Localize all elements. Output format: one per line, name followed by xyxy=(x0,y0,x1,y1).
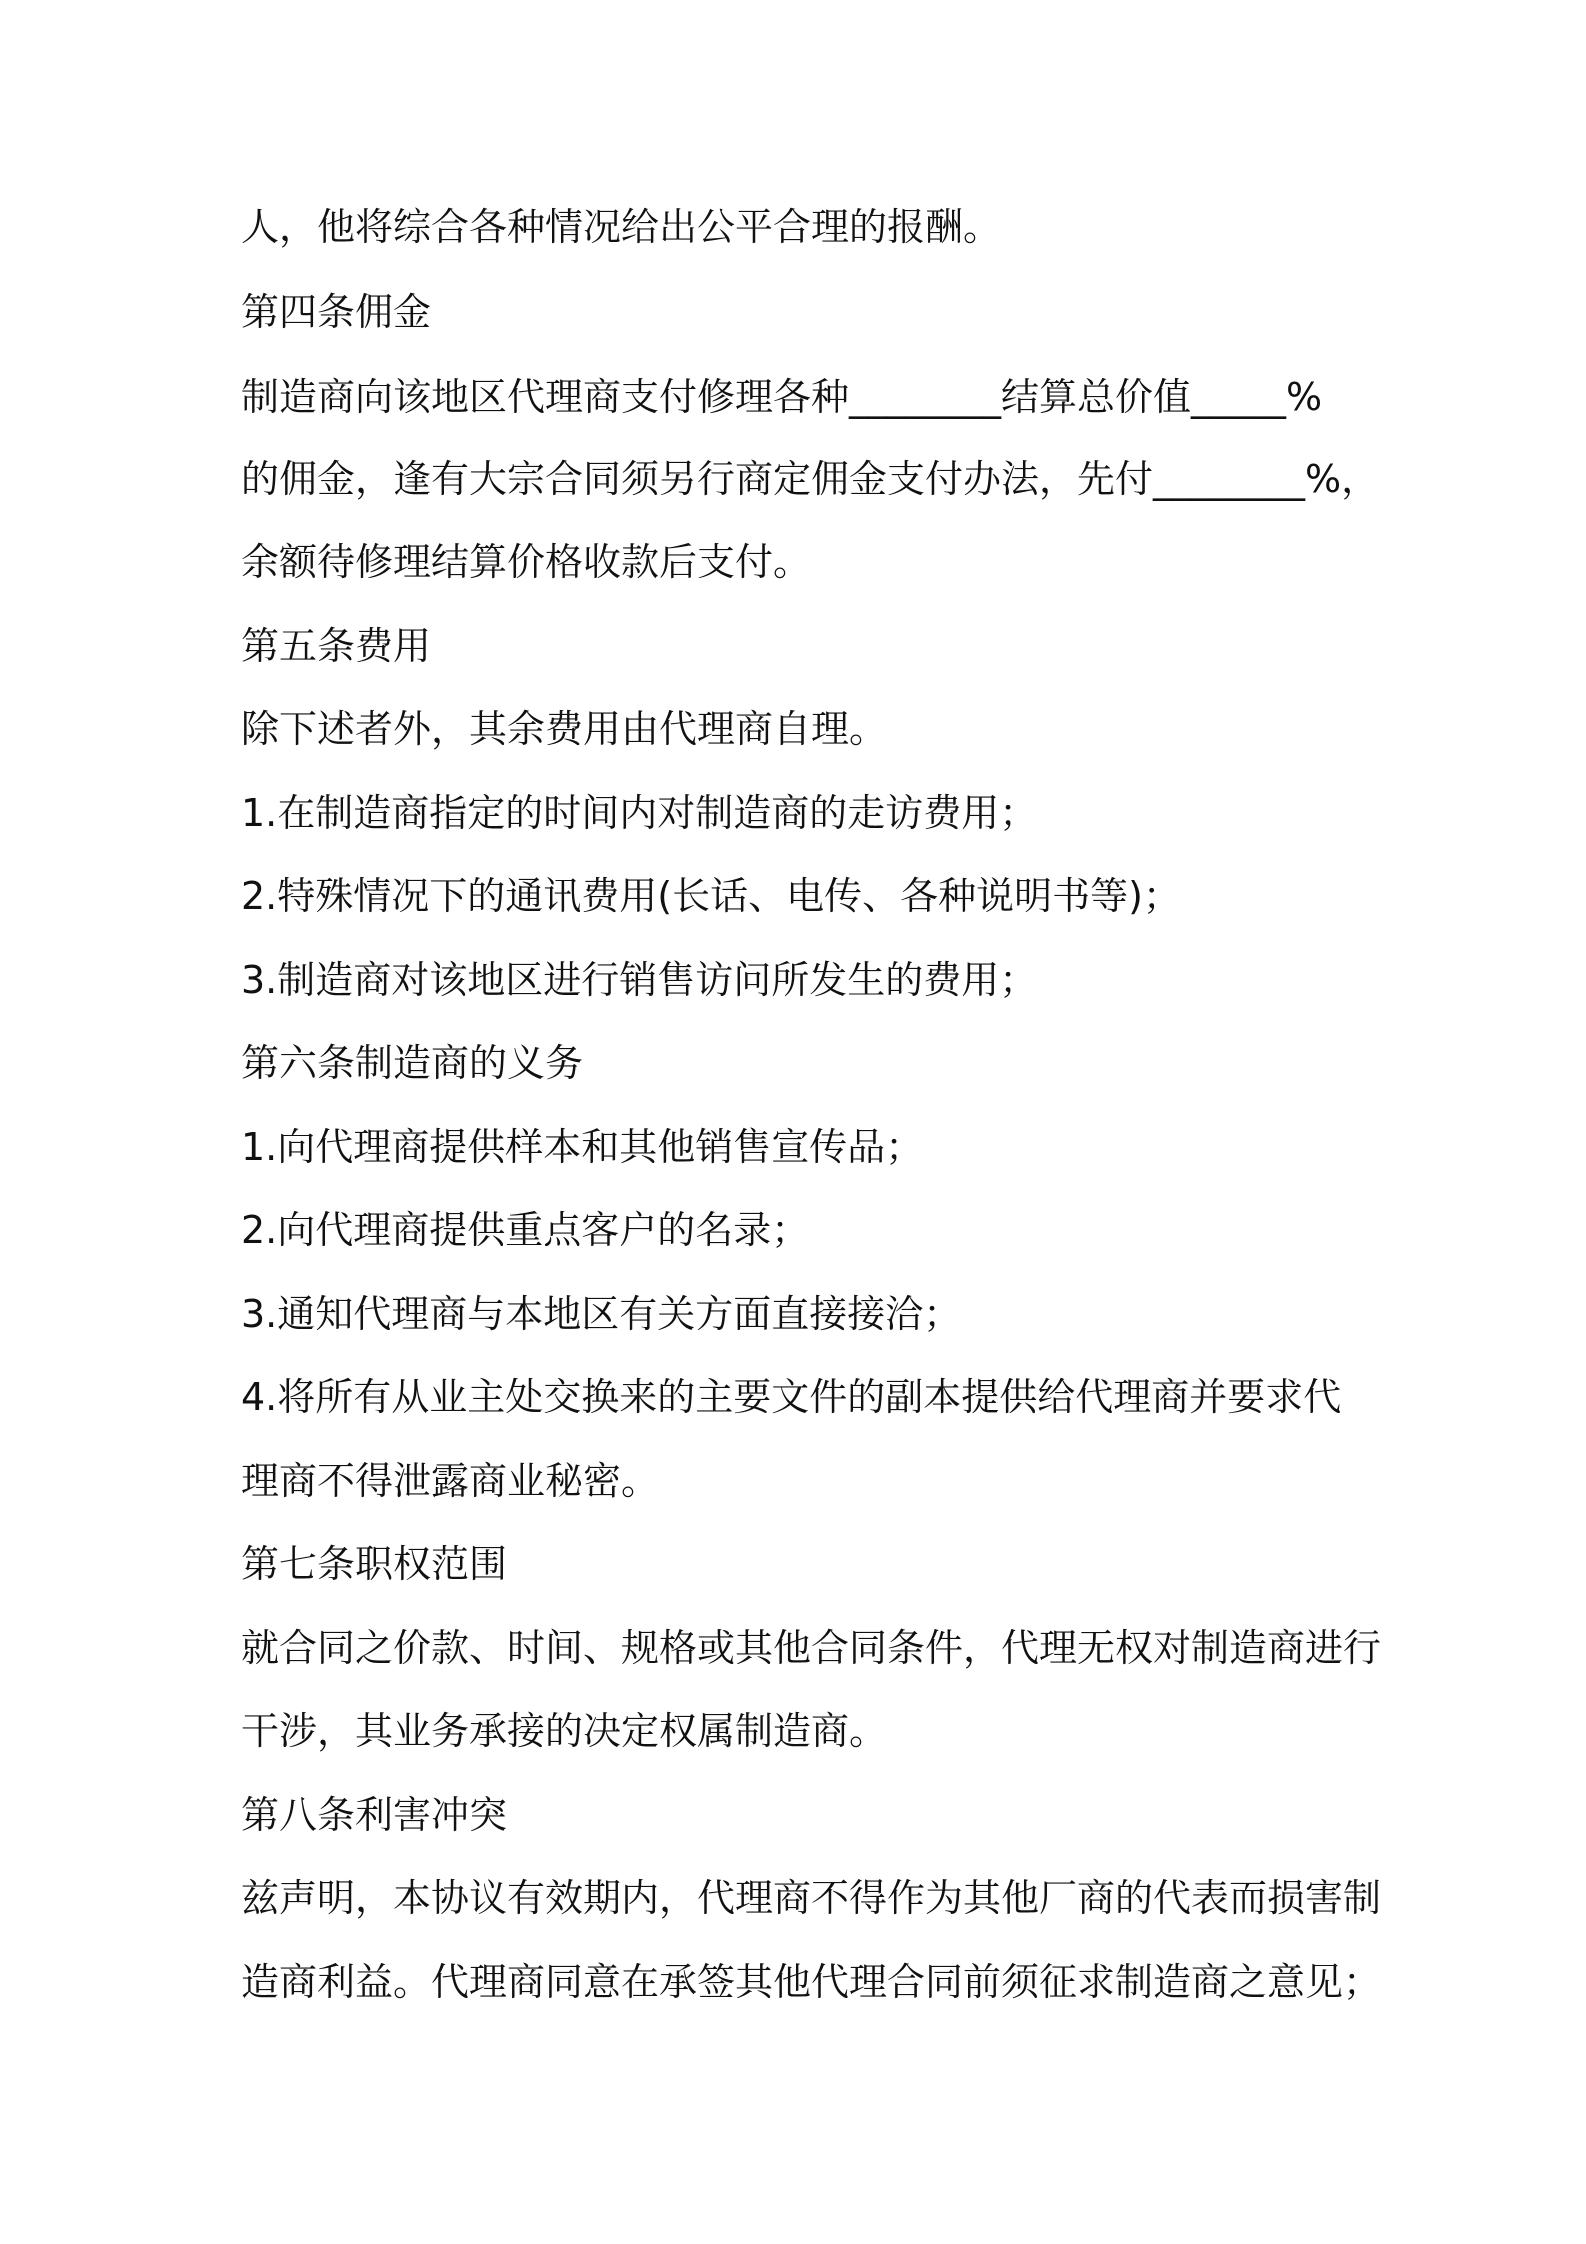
body-text-line: 就合同之价款、时间、规格或其他合同条件，代理无权对制造商进行 xyxy=(241,1626,1382,1670)
list-item: 1.向代理商提供样本和其他销售宣传品； xyxy=(241,1125,924,1169)
body-text-line: 造商利益。代理商同意在承签其他代理合同前须征求制造商之意见； xyxy=(241,1960,1382,2004)
article-heading: 第四条佣金 xyxy=(241,290,432,334)
article-heading: 第七条职权范围 xyxy=(241,1542,508,1586)
list-item: 2.向代理商提供重点客户的名录； xyxy=(241,1208,810,1252)
list-item: 3.制造商对该地区进行销售访问所发生的费用； xyxy=(241,958,1038,1002)
body-text-line: 的佣金，逢有大宗合同须另行商定佣金支付办法，先付________%， xyxy=(241,457,1380,501)
body-text-line: 干涉，其业务承接的决定权属制造商。 xyxy=(241,1709,888,1753)
body-text-line: 兹声明，本协议有效期内，代理商不得作为其他厂商的代表而损害制 xyxy=(241,1876,1382,1920)
list-item: 3.通知代理商与本地区有关方面直接接洽； xyxy=(241,1292,962,1336)
list-item: 2.特殊情况下的通讯费用(长话、电传、各种说明书等)； xyxy=(241,874,1181,918)
body-text-line: 除下述者外，其余费用由代理商自理。 xyxy=(241,707,888,751)
article-heading: 第五条费用 xyxy=(241,624,432,668)
body-text-line: 理商不得泄露商业秘密。 xyxy=(241,1459,660,1503)
list-item: 4.将所有从业主处交换来的主要文件的副本提供给代理商并要求代 xyxy=(241,1375,1342,1419)
article-heading: 第六条制造商的义务 xyxy=(241,1041,584,1085)
list-item: 1.在制造商指定的时间内对制造商的走访费用； xyxy=(241,791,1038,835)
body-text-line: 制造商向该地区代理商支付修理各种________结算总价值_____% xyxy=(241,375,1323,419)
body-text-line: 余额待修理结算价格收款后支付。 xyxy=(241,540,812,584)
article-heading: 第八条利害冲突 xyxy=(241,1793,508,1837)
body-text-line: 人，他将综合各种情况给出公平合理的报酬。 xyxy=(241,205,1002,249)
